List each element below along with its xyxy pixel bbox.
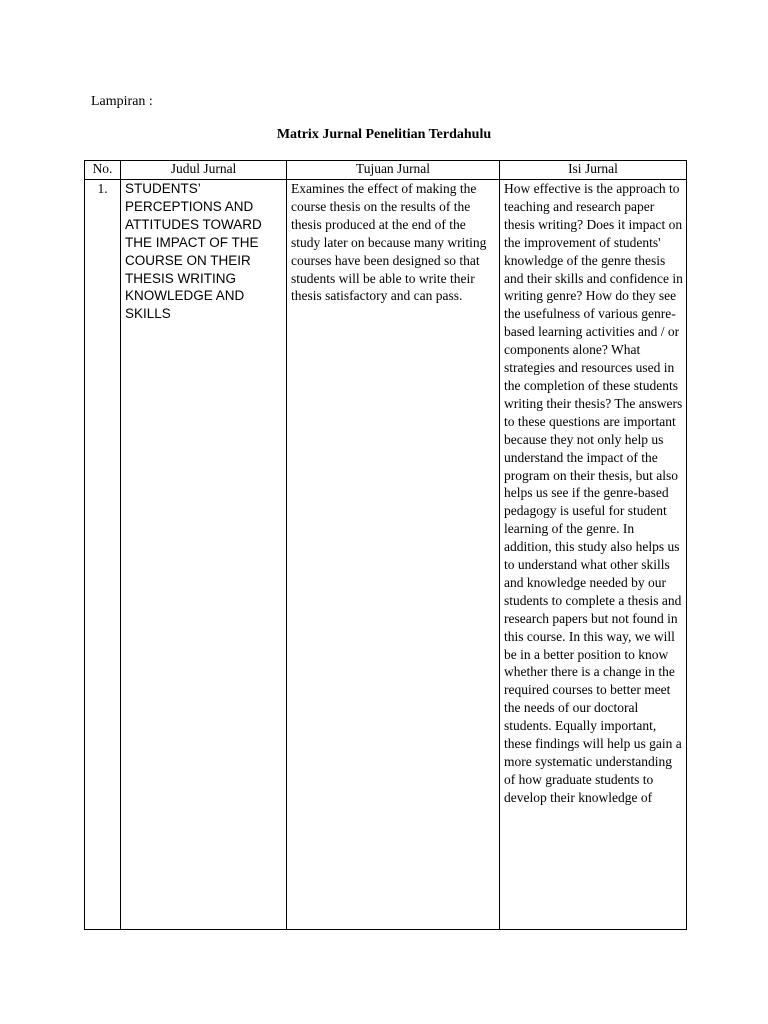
journal-matrix-table (84, 160, 687, 930)
table-header-row (85, 161, 687, 180)
column-header-judul-jurnal: Judul Jurnal (121, 161, 287, 180)
journal-content-text: How effective is the approach to teaching and research paper thesis writing? Does it impact on the improvement of students' knowledge of the genre thesis and their skills and confidence in writing genre? How do they see the usefulness of various genre-based learning activities and / or components alone? What strategies and resources used in the completion of these students writing their thesis? The answers to these questions are important because they not only help us understand the impact of the program on their thesis, but also helps us see if the genre-based pedagogy is useful for student learning of the genre. In addition, this study also helps us to understand what other skills and knowledge needed by our students to complete a thesis and research papers but not found in this course. In this way, we will be in a better position to know whether there is a change in the required courses to better meet the needs of our doctoral students. Equally important, these findings will help us gain a more systematic understanding of how graduate students to develop their knowledge of (504, 181, 683, 805)
column-header-tujuan-jurnal: Tujuan Jurnal (287, 161, 500, 180)
row-number: 1. (85, 180, 121, 930)
page-title: Matrix Jurnal Penelitian Terdahulu (276, 127, 492, 142)
column-header-isi-jurnal: Isi Jurnal (500, 161, 687, 180)
column-header-no: No. (85, 161, 121, 180)
journal-title-cell: STUDENTS’ PERCEPTIONS AND ATTITUDES TOWARD THE IMPACT OF THE COURSE ON THEIR THESIS WRITING KNOWLEDGE AND SKILLS (121, 180, 287, 930)
journal-content-cell (500, 180, 687, 930)
journal-purpose-cell: Examines the effect of making the course thesis on the results of the thesis produced at the end of the study later on because many writing courses have been designed so that students will be able to write their thesis satisfactory and can pass. (287, 180, 500, 930)
lampiran-label: Lampiran : (91, 94, 153, 109)
table-row (85, 180, 687, 930)
